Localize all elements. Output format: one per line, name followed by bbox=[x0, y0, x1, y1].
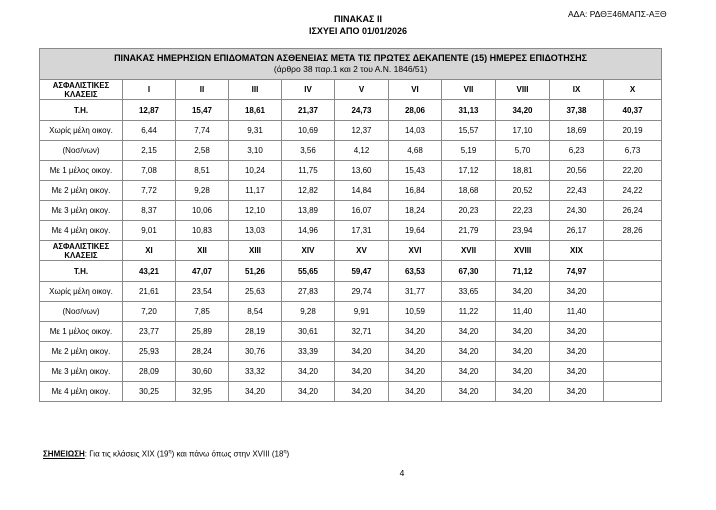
table-cell: 25,89 bbox=[176, 322, 229, 342]
table-cell: 34,20 bbox=[335, 342, 389, 362]
empty-cell bbox=[604, 362, 662, 382]
class-header-cell: VII bbox=[442, 80, 496, 100]
table-cell: 9,91 bbox=[335, 302, 389, 322]
table-cell: 32,71 bbox=[335, 322, 389, 342]
table-row bbox=[40, 161, 662, 181]
table-cell: 34,20 bbox=[442, 362, 496, 382]
table-cell: 21,79 bbox=[442, 221, 496, 241]
row-label-two-members: Με 2 μέλη οικογ. bbox=[40, 342, 123, 362]
table-cell: 28,24 bbox=[176, 342, 229, 362]
table-cell: 22,20 bbox=[604, 161, 662, 181]
table-cell: 8,51 bbox=[176, 161, 229, 181]
table-cell: 11,40 bbox=[550, 302, 604, 322]
table-cell: 4,68 bbox=[389, 141, 442, 161]
empty-cell bbox=[604, 282, 662, 302]
empty-cell bbox=[604, 302, 662, 322]
table-cell: 2,58 bbox=[176, 141, 229, 161]
table-cell: 18,61 bbox=[229, 100, 282, 121]
table-cell: 7,74 bbox=[176, 121, 229, 141]
table-title-banner bbox=[40, 49, 662, 80]
table-cell: 3,10 bbox=[229, 141, 282, 161]
table-cell: 17,12 bbox=[442, 161, 496, 181]
table-cell: 33,65 bbox=[442, 282, 496, 302]
class-header-cell: XVI bbox=[389, 241, 442, 261]
ada-code: ΑΔΑ: ΡΔΘΞ46ΜΑΠΣ-ΑΞΘ bbox=[568, 9, 667, 19]
row-label-three-members: Με 3 μέλη οικογ. bbox=[40, 201, 123, 221]
table-row bbox=[40, 362, 662, 382]
table-cell: 71,12 bbox=[496, 261, 550, 282]
table-cell: 11,75 bbox=[282, 161, 335, 181]
table-cell: 9,31 bbox=[229, 121, 282, 141]
table-cell: 23,54 bbox=[176, 282, 229, 302]
table-cell: 20,56 bbox=[550, 161, 604, 181]
table-cell: 10,06 bbox=[176, 201, 229, 221]
table-row bbox=[40, 141, 662, 161]
sickness-allowance-table bbox=[39, 48, 662, 402]
note-text-a: : Για τις κλάσεις XIX (19 bbox=[84, 449, 169, 459]
table-cell: 31,77 bbox=[389, 282, 442, 302]
table-cell: 26,17 bbox=[550, 221, 604, 241]
row-label-one-member: Με 1 μέλος οικογ. bbox=[40, 161, 123, 181]
class-header-cell: IV bbox=[282, 80, 335, 100]
table-cell: 20,52 bbox=[496, 181, 550, 201]
table-cell: 34,20 bbox=[282, 382, 335, 402]
table-cell: 34,20 bbox=[496, 100, 550, 121]
table-cell: 55,65 bbox=[282, 261, 335, 282]
table-cell: 30,61 bbox=[282, 322, 335, 342]
note-text-c: ) bbox=[286, 449, 290, 459]
table-cell: 9,28 bbox=[176, 181, 229, 201]
table-cell: 34,20 bbox=[389, 342, 442, 362]
row-label-two-members: Με 2 μέλη οικογ. bbox=[40, 181, 123, 201]
table-cell: 34,20 bbox=[550, 362, 604, 382]
class-header-cell: XVII bbox=[442, 241, 496, 261]
table-cell: 28,26 bbox=[604, 221, 662, 241]
table-cell: 10,69 bbox=[282, 121, 335, 141]
table-cell: 25,93 bbox=[123, 342, 176, 362]
table-cell: 21,61 bbox=[123, 282, 176, 302]
table-cell: 12,10 bbox=[229, 201, 282, 221]
class-header-cell: VI bbox=[389, 80, 442, 100]
table-cell: 24,22 bbox=[604, 181, 662, 201]
note-sup-a: η bbox=[168, 449, 172, 455]
table-cell: 7,72 bbox=[123, 181, 176, 201]
note-text-b: ) και πάνω όπως στην XVIII (18 bbox=[171, 449, 284, 459]
table-cell: 31,13 bbox=[442, 100, 496, 121]
table-cell: 51,26 bbox=[229, 261, 282, 282]
table-cell: 47,07 bbox=[176, 261, 229, 282]
table-row bbox=[40, 282, 662, 302]
table-cell: 15,43 bbox=[389, 161, 442, 181]
table-cell: 2,15 bbox=[123, 141, 176, 161]
table-cell: 13,89 bbox=[282, 201, 335, 221]
table-cell: 25,63 bbox=[229, 282, 282, 302]
class-header-cell: XII bbox=[176, 241, 229, 261]
class-header-cell: XIV bbox=[282, 241, 335, 261]
table-cell: 12,82 bbox=[282, 181, 335, 201]
table-title: ΠΙΝΑΚΑΣ ΗΜΕΡΗΣΙΩΝ ΕΠΙΔΟΜΑΤΩΝ ΑΣΘΕΝΕΙΑΣ ΜΕΤΑ ΤΙΣ ΠΡΩΤΕΣ ΔΕΚΑΠΕΝΤΕ (15) ΗΜΕΡΕΣ ΕΠΙΔΟΤΗΣΗΣ bbox=[114, 53, 588, 63]
table-cell: 30,60 bbox=[176, 362, 229, 382]
row-label-th: Τ.Η. bbox=[40, 100, 123, 121]
insurance-classes-label-line2: ΚΛΑΣΕΙΣ bbox=[64, 250, 98, 260]
table-cell: 34,20 bbox=[550, 382, 604, 402]
table-cell: 28,06 bbox=[389, 100, 442, 121]
table-cell: 6,73 bbox=[604, 141, 662, 161]
table-cell: 23,77 bbox=[123, 322, 176, 342]
class-header-cell: XIX bbox=[550, 241, 604, 261]
row-label-four-members: Με 4 μέλη οικογ. bbox=[40, 382, 123, 402]
table-cell: 30,76 bbox=[229, 342, 282, 362]
table-row bbox=[40, 201, 662, 221]
insurance-classes-label bbox=[40, 80, 123, 100]
note bbox=[43, 449, 289, 459]
table-cell: 14,96 bbox=[282, 221, 335, 241]
row-label-no-members: Χωρίς μέλη οικογ. bbox=[40, 282, 123, 302]
table-cell: 34,20 bbox=[550, 342, 604, 362]
classes-xi-to-xix-block bbox=[40, 241, 662, 402]
table-cell: 34,20 bbox=[389, 382, 442, 402]
class-header-cell: XVIII bbox=[496, 241, 550, 261]
empty-cell bbox=[604, 261, 662, 282]
class-header-cell: III bbox=[229, 80, 282, 100]
row-label-three-members: Με 3 μέλη οικογ. bbox=[40, 362, 123, 382]
table-cell: 4,12 bbox=[335, 141, 389, 161]
table-cell: 18,69 bbox=[550, 121, 604, 141]
table-cell: 3,56 bbox=[282, 141, 335, 161]
insurance-classes-label-line1: ΑΣΦΑΛΙΣΤΙΚΕΣ bbox=[52, 241, 110, 251]
table-cell: 67,30 bbox=[442, 261, 496, 282]
class-header-cell: XI bbox=[123, 241, 176, 261]
table-row bbox=[40, 302, 662, 322]
table-cell: 9,01 bbox=[123, 221, 176, 241]
table-row bbox=[40, 322, 662, 342]
table-cell: 6,44 bbox=[123, 121, 176, 141]
table-cell: 34,20 bbox=[496, 382, 550, 402]
table-cell: 18,68 bbox=[442, 181, 496, 201]
table-cell: 17,31 bbox=[335, 221, 389, 241]
table-cell: 34,20 bbox=[496, 362, 550, 382]
table-subtitle: (άρθρο 38 παρ.1 και 2 του Α.Ν. 1846/51) bbox=[273, 64, 428, 74]
row-label-four-members: Με 4 μέλη οικογ. bbox=[40, 221, 123, 241]
table-cell: 26,24 bbox=[604, 201, 662, 221]
table-cell: 24,73 bbox=[335, 100, 389, 121]
table-row bbox=[40, 342, 662, 362]
class-header-cell: II bbox=[176, 80, 229, 100]
table-cell: 7,20 bbox=[123, 302, 176, 322]
table-row bbox=[40, 121, 662, 141]
note-label: ΣΗΜΕΙΩΣΗ bbox=[43, 449, 85, 459]
insurance-classes-label-line2: ΚΛΑΣΕΙΣ bbox=[64, 89, 98, 99]
table-cell: 17,10 bbox=[496, 121, 550, 141]
table-cell: 10,83 bbox=[176, 221, 229, 241]
class-header-cell: XIII bbox=[229, 241, 282, 261]
table-cell: 24,30 bbox=[550, 201, 604, 221]
table-row bbox=[40, 100, 662, 121]
row-label-nosn: (Νοσ/νων) bbox=[40, 302, 123, 322]
table-cell: 8,54 bbox=[229, 302, 282, 322]
table-cell: 13,03 bbox=[229, 221, 282, 241]
table-cell: 5,70 bbox=[496, 141, 550, 161]
class-header-cell: XV bbox=[335, 241, 389, 261]
table-cell: 34,20 bbox=[442, 342, 496, 362]
table-cell: 15,47 bbox=[176, 100, 229, 121]
empty-cell bbox=[604, 241, 662, 261]
table-cell: 34,20 bbox=[496, 282, 550, 302]
table-cell: 7,85 bbox=[176, 302, 229, 322]
table-cell: 18,24 bbox=[389, 201, 442, 221]
table-cell: 27,83 bbox=[282, 282, 335, 302]
table-cell: 34,20 bbox=[229, 382, 282, 402]
table-cell: 33,39 bbox=[282, 342, 335, 362]
table-cell: 34,20 bbox=[550, 282, 604, 302]
insurance-classes-label bbox=[40, 241, 123, 261]
table-cell: 34,20 bbox=[496, 342, 550, 362]
table-cell: 34,20 bbox=[335, 362, 389, 382]
class-header-cell: IX bbox=[550, 80, 604, 100]
table-cell: 29,74 bbox=[335, 282, 389, 302]
table-cell: 34,20 bbox=[389, 322, 442, 342]
table-cell: 9,28 bbox=[282, 302, 335, 322]
row-label-th: Τ.Η. bbox=[40, 261, 123, 282]
table-cell: 37,38 bbox=[550, 100, 604, 121]
class-header-cell: V bbox=[335, 80, 389, 100]
table-cell: 11,40 bbox=[496, 302, 550, 322]
table-cell: 7,08 bbox=[123, 161, 176, 181]
table-cell: 20,23 bbox=[442, 201, 496, 221]
table-cell: 8,37 bbox=[123, 201, 176, 221]
row-label-one-member: Με 1 μέλος οικογ. bbox=[40, 322, 123, 342]
row-label-no-members: Χωρίς μέλη οικογ. bbox=[40, 121, 123, 141]
table-cell: 13,60 bbox=[335, 161, 389, 181]
class-header-row bbox=[40, 241, 662, 261]
note-sup-b: η bbox=[283, 449, 287, 455]
class-header-cell: X bbox=[604, 80, 662, 100]
empty-cell bbox=[604, 382, 662, 402]
table-cell: 28,09 bbox=[123, 362, 176, 382]
table-cell: 30,25 bbox=[123, 382, 176, 402]
table-cell: 33,32 bbox=[229, 362, 282, 382]
table-cell: 19,64 bbox=[389, 221, 442, 241]
class-header-cell: VIII bbox=[496, 80, 550, 100]
table-cell: 22,23 bbox=[496, 201, 550, 221]
table-number-heading: ΠΙΝΑΚΑΣ ΙΙ bbox=[334, 14, 382, 24]
table-cell: 34,20 bbox=[550, 322, 604, 342]
table-cell: 59,47 bbox=[335, 261, 389, 282]
table-cell: 22,43 bbox=[550, 181, 604, 201]
table-cell: 12,37 bbox=[335, 121, 389, 141]
table-row bbox=[40, 181, 662, 201]
table-cell: 11,17 bbox=[229, 181, 282, 201]
table-cell: 34,20 bbox=[389, 362, 442, 382]
table-cell: 21,37 bbox=[282, 100, 335, 121]
table-cell: 10,59 bbox=[389, 302, 442, 322]
empty-cell bbox=[604, 322, 662, 342]
class-header-row bbox=[40, 80, 662, 100]
table-cell: 18,81 bbox=[496, 161, 550, 181]
table-cell: 20,19 bbox=[604, 121, 662, 141]
classes-i-to-x-block bbox=[40, 80, 662, 241]
class-header-cell: I bbox=[123, 80, 176, 100]
table-cell: 5,19 bbox=[442, 141, 496, 161]
table-cell: 32,95 bbox=[176, 382, 229, 402]
table-cell: 23,94 bbox=[496, 221, 550, 241]
table-cell: 11,22 bbox=[442, 302, 496, 322]
table-row bbox=[40, 261, 662, 282]
table-cell: 34,20 bbox=[442, 322, 496, 342]
table-cell: 6,23 bbox=[550, 141, 604, 161]
table-cell: 63,53 bbox=[389, 261, 442, 282]
table-row bbox=[40, 221, 662, 241]
table-cell: 12,87 bbox=[123, 100, 176, 121]
table-cell: 14,84 bbox=[335, 181, 389, 201]
table-cell: 34,20 bbox=[442, 382, 496, 402]
row-label-nosn: (Νοσ/νων) bbox=[40, 141, 123, 161]
empty-cell bbox=[604, 342, 662, 362]
table-cell: 34,20 bbox=[282, 362, 335, 382]
page-number: 4 bbox=[399, 468, 405, 478]
table-cell: 74,97 bbox=[550, 261, 604, 282]
table-cell: 15,57 bbox=[442, 121, 496, 141]
table-row bbox=[40, 382, 662, 402]
table-cell: 34,20 bbox=[335, 382, 389, 402]
effective-date-heading: ΙΣΧΥΕΙ ΑΠΟ 01/01/2026 bbox=[308, 26, 408, 36]
insurance-classes-label-line1: ΑΣΦΑΛΙΣΤΙΚΕΣ bbox=[52, 80, 110, 90]
table-cell: 10,24 bbox=[229, 161, 282, 181]
table-cell: 16,07 bbox=[335, 201, 389, 221]
table-cell: 14,03 bbox=[389, 121, 442, 141]
table-cell: 16,84 bbox=[389, 181, 442, 201]
table-cell: 43,21 bbox=[123, 261, 176, 282]
table-cell: 40,37 bbox=[604, 100, 662, 121]
table-cell: 34,20 bbox=[496, 322, 550, 342]
table-cell: 28,19 bbox=[229, 322, 282, 342]
